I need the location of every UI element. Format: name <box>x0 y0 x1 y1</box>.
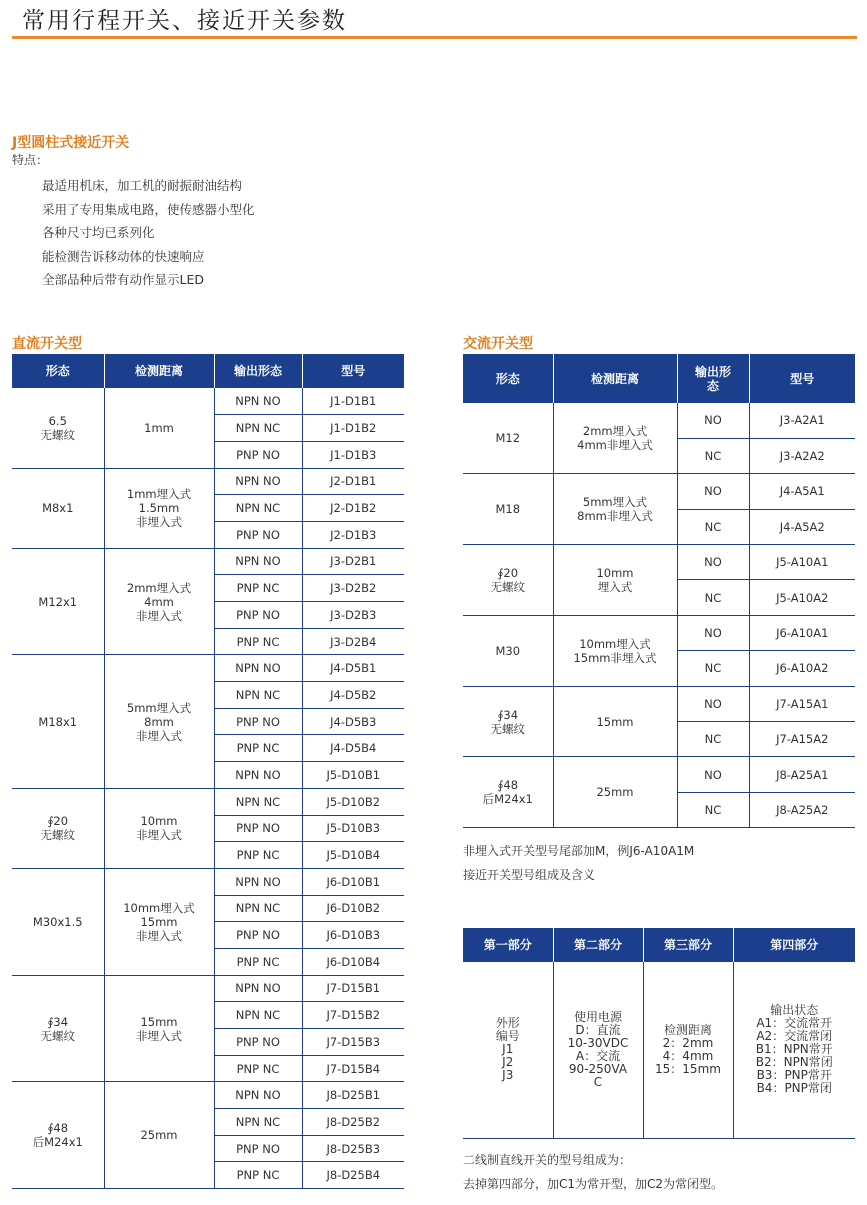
model-header-part4: 第四部分 <box>733 928 855 962</box>
dc-form-cell: M12x1 <box>12 548 104 655</box>
ac-form-cell: M30 <box>463 615 553 686</box>
dc-distance-cell: 1mm埋入式 1.5mm 非埋入式 <box>104 468 214 548</box>
ac-heading: 交流开关型 <box>463 336 533 352</box>
model-part2-cell: 使用电源 D：直流 10-30VDC A：交流 90-250VA C <box>553 962 643 1138</box>
dc-model-cell: J4-D5B3 <box>302 708 404 735</box>
dc-model-cell: J8-D25B3 <box>302 1135 404 1162</box>
ac-output-cell: NC <box>677 792 749 827</box>
dc-model-cell: J6-D10B1 <box>302 868 404 895</box>
dc-form-cell: M30x1.5 <box>12 868 104 975</box>
ac-row <box>463 615 855 650</box>
dc-distance-cell: 1mm <box>104 388 214 468</box>
dc-model-cell: J6-D10B2 <box>302 895 404 922</box>
ac-form-cell: ∮20 无螺纹 <box>463 545 553 616</box>
dc-row <box>12 975 404 1002</box>
model-header-part2: 第二部分 <box>553 928 643 962</box>
ac-model-cell: J7-A15A2 <box>749 722 855 757</box>
footer-line-2: 去掉第四部分，加C1为常开型，加C2为常闭型。 <box>463 1177 724 1191</box>
dc-row <box>12 468 404 495</box>
dc-output-cell: PNP NC <box>214 948 302 975</box>
feature-list <box>42 174 255 292</box>
ac-model-cell: J6-A10A2 <box>749 651 855 686</box>
note-model-composition: 接近开关型号组成及含义 <box>463 868 596 882</box>
dc-header-output: 输出形态 <box>214 354 302 388</box>
dc-form-cell: ∮20 无螺纹 <box>12 788 104 868</box>
dc-distance-cell: 10mm 非埋入式 <box>104 788 214 868</box>
dc-row <box>12 548 404 575</box>
ac-distance-cell: 25mm <box>553 757 677 828</box>
ac-output-cell: NO <box>677 686 749 721</box>
ac-distance-cell: 15mm <box>553 686 677 757</box>
ac-distance-cell: 10mm 埋入式 <box>553 545 677 616</box>
dc-distance-cell: 5mm埋入式 8mm 非埋入式 <box>104 655 214 788</box>
ac-header-row <box>463 354 855 403</box>
ac-output-cell: NO <box>677 403 749 438</box>
dc-model-cell: J1-D1B2 <box>302 415 404 442</box>
ac-model-cell: J3-A2A2 <box>749 438 855 473</box>
dc-output-cell: NPN NO <box>214 868 302 895</box>
dc-output-cell: PNP NO <box>214 441 302 468</box>
dc-output-cell: PNP NC <box>214 575 302 602</box>
dc-form-cell: ∮34 无螺纹 <box>12 975 104 1082</box>
ac-model-cell: J3-A2A1 <box>749 403 855 438</box>
dc-model-cell: J3-D2B2 <box>302 575 404 602</box>
model-part1-cell: 外形 编号 J1 J2 J3 <box>463 962 553 1138</box>
feature-item: 各种尺寸均已系列化 <box>42 225 155 241</box>
dc-output-cell: PNP NO <box>214 708 302 735</box>
dc-model-cell: J3-D2B4 <box>302 628 404 655</box>
dc-output-cell: PNP NC <box>214 1162 302 1189</box>
ac-output-cell: NC <box>677 722 749 757</box>
ac-row <box>463 474 855 509</box>
dc-output-cell: NPN NC <box>214 682 302 709</box>
dc-header-form: 形态 <box>12 354 104 388</box>
dc-output-cell: NPN NO <box>214 655 302 682</box>
dc-form-cell: 6.5 无螺纹 <box>12 388 104 468</box>
ac-form-cell: ∮34 无螺纹 <box>463 686 553 757</box>
ac-output-cell: NO <box>677 757 749 792</box>
dc-output-cell: NPN NO <box>214 1082 302 1109</box>
feature-item: 全部品种后带有动作显示LED <box>42 272 204 288</box>
ac-distance-cell: 10mm埋入式 15mm非埋入式 <box>553 615 677 686</box>
model-part4-cell: 输出状态 A1：交流常开 A2：交流常闭 B1：NPN常开 B2：NPN常闭 B3：PNP常开 B4：PNP常闭 <box>733 962 855 1138</box>
ac-model-cell: J8-A25A2 <box>749 792 855 827</box>
ac-form-cell: M18 <box>463 474 553 545</box>
dc-model-cell: J4-D5B1 <box>302 655 404 682</box>
footer-line-1: 二线制直线开关的型号组成为： <box>463 1153 632 1167</box>
dc-model-cell: J5-D10B1 <box>302 762 404 789</box>
ac-row <box>463 686 855 721</box>
dc-form-cell: M8x1 <box>12 468 104 548</box>
dc-output-cell: NPN NO <box>214 388 302 415</box>
dc-output-cell: PNP NC <box>214 842 302 869</box>
feature-item: 采用了专用集成电路，使传感器小型化 <box>42 201 255 217</box>
model-header-part3: 第三部分 <box>643 928 733 962</box>
dc-form-cell: ∮48 后M24x1 <box>12 1082 104 1189</box>
dc-row <box>12 868 404 895</box>
dc-output-cell: NPN NC <box>214 415 302 442</box>
dc-model-cell: J2-D1B1 <box>302 468 404 495</box>
dc-distance-cell: 10mm埋入式 15mm 非埋入式 <box>104 868 214 975</box>
dc-output-cell: NPN NC <box>214 895 302 922</box>
feature-item: 最适用机床，加工机的耐振耐油结构 <box>42 178 243 193</box>
note-suffix: 非埋入式开关型号尾部加M，例J6-A10A1M <box>463 844 695 858</box>
model-header-part1: 第一部分 <box>463 928 553 962</box>
ac-model-cell: J4-A5A1 <box>749 474 855 509</box>
dc-output-cell: NPN NO <box>214 975 302 1002</box>
dc-heading: 直流开关型 <box>12 336 82 352</box>
dc-model-cell: J7-D15B3 <box>302 1029 404 1056</box>
dc-model-cell: J8-D25B1 <box>302 1082 404 1109</box>
ac-distance-cell: 2mm埋入式 4mm非埋入式 <box>553 403 677 474</box>
ac-header-distance: 检测距离 <box>553 354 677 403</box>
dc-output-cell: NPN NC <box>214 1002 302 1029</box>
ac-model-cell: J5-A10A1 <box>749 545 855 580</box>
dc-form-cell: M18x1 <box>12 655 104 788</box>
dc-model-cell: J1-D1B3 <box>302 441 404 468</box>
ac-spec-table <box>463 354 855 828</box>
ac-model-cell: J4-A5A2 <box>749 509 855 544</box>
model-header-row <box>463 928 855 962</box>
dc-model-cell: J8-D25B4 <box>302 1162 404 1189</box>
ac-header-form: 形态 <box>463 354 553 403</box>
ac-output-cell: NC <box>677 438 749 473</box>
dc-output-cell: PNP NO <box>214 815 302 842</box>
ac-model-cell: J5-A10A2 <box>749 580 855 615</box>
ac-form-cell: M12 <box>463 403 553 474</box>
dc-output-cell: PNP NC <box>214 1055 302 1082</box>
dc-model-cell: J4-D5B2 <box>302 682 404 709</box>
dc-model-cell: J1-D1B1 <box>302 388 404 415</box>
ac-output-cell: NC <box>677 509 749 544</box>
feature-item: 能检测告诉移动体的快速响应 <box>42 248 205 264</box>
ac-row <box>463 545 855 580</box>
ac-output-cell: NC <box>677 651 749 686</box>
dc-model-cell: J7-D15B4 <box>302 1055 404 1082</box>
j-section-heading: J型圆柱式接近开关 <box>12 135 130 151</box>
dc-row <box>12 655 404 682</box>
dc-header-model: 型号 <box>302 354 404 388</box>
dc-model-cell: J3-D2B1 <box>302 548 404 575</box>
dc-output-cell: PNP NO <box>214 922 302 949</box>
ac-model-cell: J8-A25A1 <box>749 757 855 792</box>
dc-model-cell: J5-D10B2 <box>302 788 404 815</box>
dc-output-cell: NPN NC <box>214 788 302 815</box>
ac-form-cell: ∮48 后M24x1 <box>463 757 553 828</box>
dc-model-cell: J7-D15B2 <box>302 1002 404 1029</box>
dc-spec-table <box>12 354 404 1189</box>
model-row <box>463 962 855 1138</box>
dc-output-cell: PNP NO <box>214 602 302 629</box>
dc-distance-cell: 25mm <box>104 1082 214 1189</box>
dc-model-cell: J6-D10B3 <box>302 922 404 949</box>
dc-output-cell: NPN NO <box>214 548 302 575</box>
dc-model-cell: J3-D2B3 <box>302 602 404 629</box>
dc-row <box>12 1082 404 1109</box>
dc-output-cell: PNP NC <box>214 735 302 762</box>
dc-model-cell: J7-D15B1 <box>302 975 404 1002</box>
dc-distance-cell: 15mm 非埋入式 <box>104 975 214 1082</box>
dc-row <box>12 788 404 815</box>
dc-output-cell: NPN NO <box>214 468 302 495</box>
dc-header-distance: 检测距离 <box>104 354 214 388</box>
ac-output-cell: NC <box>677 580 749 615</box>
dc-output-cell: PNP NO <box>214 521 302 548</box>
features-label: 特点： <box>12 153 49 167</box>
dc-output-cell: PNP NO <box>214 1029 302 1056</box>
dc-output-cell: NPN NO <box>214 762 302 789</box>
dc-model-cell: J2-D1B2 <box>302 495 404 522</box>
ac-header-model: 型号 <box>749 354 855 403</box>
dc-model-cell: J5-D10B3 <box>302 815 404 842</box>
dc-output-cell: PNP NO <box>214 1135 302 1162</box>
dc-model-cell: J5-D10B4 <box>302 842 404 869</box>
ac-output-cell: NO <box>677 545 749 580</box>
dc-model-cell: J6-D10B4 <box>302 948 404 975</box>
ac-row <box>463 757 855 792</box>
ac-header-output: 输出形 态 <box>677 354 749 403</box>
dc-model-cell: J2-D1B3 <box>302 521 404 548</box>
ac-model-cell: J6-A10A1 <box>749 615 855 650</box>
dc-header-row <box>12 354 404 388</box>
ac-model-cell: J7-A15A1 <box>749 686 855 721</box>
ac-output-cell: NO <box>677 615 749 650</box>
dc-output-cell: NPN NC <box>214 495 302 522</box>
dc-output-cell: NPN NC <box>214 1109 302 1136</box>
ac-distance-cell: 5mm埋入式 8mm非埋入式 <box>553 474 677 545</box>
dc-distance-cell: 2mm埋入式 4mm 非埋入式 <box>104 548 214 655</box>
title-rule <box>12 36 857 39</box>
dc-model-cell: J8-D25B2 <box>302 1109 404 1136</box>
page-title: 常用行程开关、接近开关参数 <box>22 8 347 34</box>
dc-row <box>12 388 404 415</box>
ac-row <box>463 403 855 438</box>
ac-output-cell: NO <box>677 474 749 509</box>
model-code-table <box>463 928 855 1139</box>
dc-output-cell: PNP NC <box>214 628 302 655</box>
model-part3-cell: 检测距离 2：2mm 4：4mm 15：15mm <box>643 962 733 1138</box>
dc-model-cell: J4-D5B4 <box>302 735 404 762</box>
